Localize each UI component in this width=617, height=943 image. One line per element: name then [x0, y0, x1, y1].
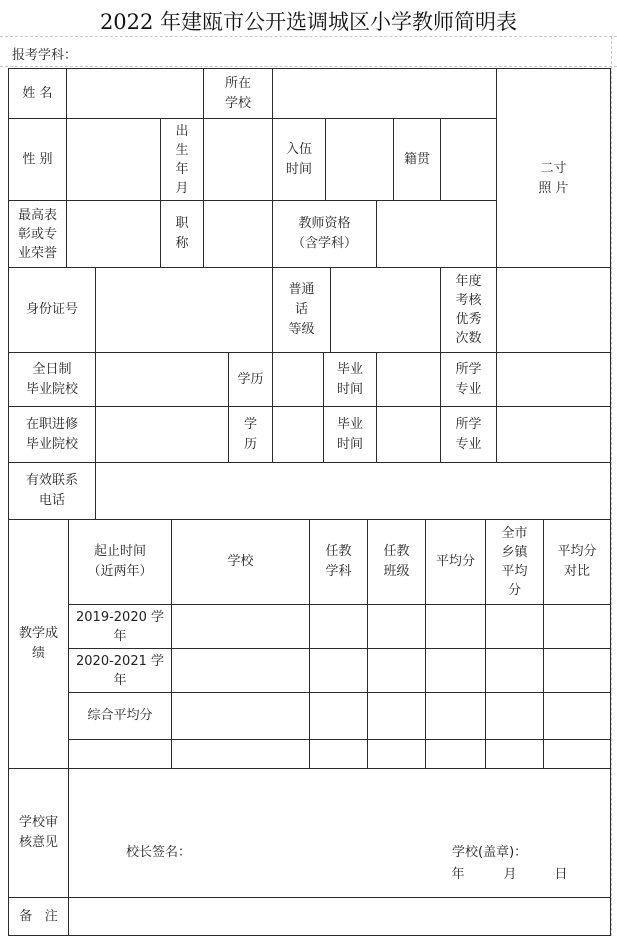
field-inservice-school[interactable]: [96, 407, 228, 462]
label-grad-time-2: 毕业 时间: [336, 416, 363, 452]
field-education-1[interactable]: [273, 353, 323, 406]
field-title-rank[interactable]: [204, 201, 272, 267]
header-city-average: 全市 乡镇 平均 分: [501, 526, 528, 598]
field-annual-exam[interactable]: [497, 268, 610, 352]
perf-row-period: 综合平均分: [87, 708, 153, 723]
perf-row-period: 2019-2020 学 年: [76, 609, 164, 644]
field-id-number[interactable]: [96, 268, 272, 352]
field-education-2[interactable]: [273, 407, 323, 462]
header-school: 学校: [227, 554, 254, 569]
label-teacher-cert: 教师资格 （含学科）: [291, 216, 357, 251]
field-teacher-cert[interactable]: [377, 201, 496, 267]
label-teaching-performance: 教学成 绩: [18, 626, 58, 661]
header-period: 起止时间 （近两年）: [87, 544, 153, 579]
label-id-number: 身份证号: [25, 302, 78, 317]
field-phone[interactable]: [96, 463, 610, 519]
label-birth-date: 出 生 年 月: [175, 123, 189, 196]
field-school[interactable]: [273, 69, 496, 118]
label-school-review: 学校审 核意见: [18, 815, 58, 850]
date-day-label: 日: [554, 867, 568, 882]
school-seal-label: 学校(盖章)：: [452, 845, 528, 860]
field-remarks[interactable]: [69, 898, 610, 935]
header-subject: 任教 学科: [325, 544, 352, 579]
field-honors[interactable]: [67, 201, 160, 267]
perf-row-period: [69, 740, 171, 768]
label-major-2: 所学 专业: [455, 416, 482, 452]
label-native-place: 籍贯: [403, 151, 430, 167]
header-class: 任教 班级: [383, 544, 410, 579]
label-fulltime-school: 全日制 毕业院校: [25, 361, 78, 397]
label-name: 姓 名: [22, 85, 53, 101]
label-title-rank: 职 称: [175, 216, 189, 251]
field-gender[interactable]: [67, 119, 160, 200]
label-entry-time: 入伍 时间: [285, 141, 312, 177]
field-major-1[interactable]: [497, 353, 610, 406]
label-gender: 性 别: [22, 151, 53, 167]
label-phone: 有效联系 电话: [25, 473, 78, 508]
field-entry-time[interactable]: [326, 119, 393, 200]
header-average-compare: 平均分 对比: [557, 544, 597, 579]
header-average: 平均分: [435, 554, 475, 569]
document-title: 2022 年建瓯市公开选调城区小学教师简明表: [99, 10, 518, 34]
date-month-label: 月: [503, 867, 517, 882]
perf-row-period: 2020-2021 学 年: [76, 653, 164, 688]
field-mandarin-level[interactable]: [331, 268, 440, 352]
label-inservice-school: 在职进修 毕业院校: [25, 416, 78, 452]
field-birth-date[interactable]: [204, 119, 272, 200]
label-school: 所在 学校: [224, 75, 251, 111]
label-mandarin-level: 普通 话 等级: [288, 282, 315, 337]
field-grad-time-2[interactable]: [377, 407, 440, 462]
label-education-1: 学历: [237, 371, 264, 387]
label-major-1: 所学 专业: [455, 361, 482, 397]
label-honors: 最高表 彰或专 业荣誉: [17, 207, 57, 261]
field-native-place[interactable]: [441, 119, 496, 200]
field-major-2[interactable]: [497, 407, 610, 462]
subject-label: 报考学科：: [12, 48, 78, 63]
field-name[interactable]: [67, 69, 203, 118]
label-grad-time-1: 毕业 时间: [336, 361, 363, 397]
label-education-2: 学 历: [243, 416, 257, 452]
photo-placeholder[interactable]: 二寸 照 片: [538, 161, 569, 196]
field-grad-time-1[interactable]: [377, 353, 440, 406]
label-remarks: 备 注: [19, 908, 58, 924]
principal-signature-label: 校长签名：: [126, 845, 192, 860]
label-annual-exam: 年度 考核 优秀 次数: [455, 274, 482, 346]
field-fulltime-school[interactable]: [96, 353, 228, 406]
date-year-label: 年: [451, 867, 465, 882]
